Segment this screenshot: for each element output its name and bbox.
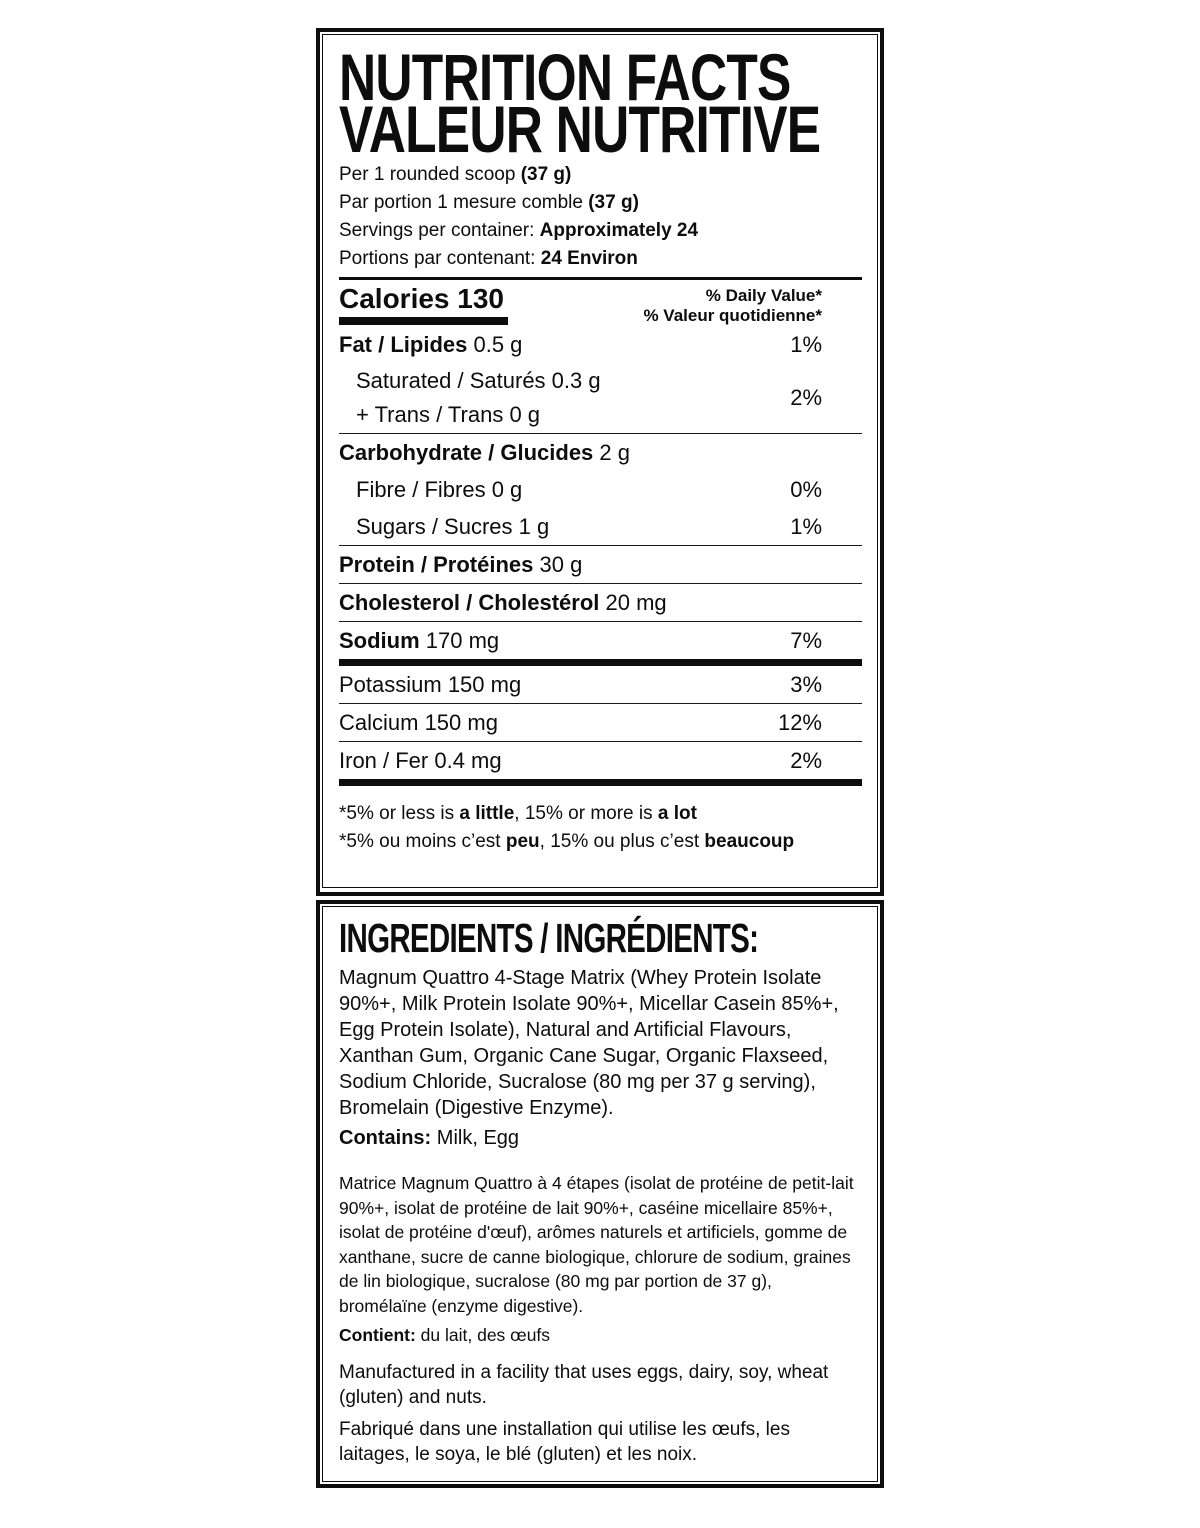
nutrient-row-sugars: Sugars / Sucres 1 g 1% [339,508,862,545]
nutrient-row-protein: Protein / Protéines 30 g [339,551,583,577]
trans-line: + Trans / Trans 0 g [356,402,541,427]
label-column [316,28,884,1488]
nutrient-row-carbohydrate: Carbohydrate / Glucides 2 g [339,439,630,465]
daily-value-footnote [339,800,862,856]
calories-row [339,280,862,326]
nutrient-row-potassium: Potassium 150 mg 3% [339,666,862,703]
calcium-daily-value: 12% [777,709,822,735]
nutrient-row-fat: Fat / Lipides 0.5 g 1% [339,326,862,363]
nutrient-row-cholesterol: Cholesterol / Cholestérol 20 mg [339,589,667,615]
title-line-fr [339,92,862,166]
serving-line-en: Per 1 rounded scoop (37 g) [339,164,572,185]
nutrition-facts-panel [316,28,884,896]
saturated-trans-daily-value: 2% [790,385,822,410]
nutrient-row-sodium: Sodium 170 mg 7% [339,622,862,659]
ingredients-panel [316,900,884,1488]
title-text-fr: VALEUR NUTRITIVE [339,92,821,166]
thick-rule [339,779,862,786]
serving-info [339,161,862,273]
nutrient-row-fibre: Fibre / Fibres 0 g 0% [339,471,862,508]
ingredients-text-en: Magnum Quattro 4-Stage Matrix (Whey Protein Isolate 90%+, Milk Protein Isolate 90%+, Micellar Casein 85%+, Egg Protein Isolate), Natural and Artificial Flavours, Xanthan Gum, Organic Cane Sugar, Organic Flaxseed, Sodium Chloride, Sucralose (80 mg per 37 g serving), Bromelain (Digestive Enzyme). [339,967,839,1119]
nutrient-row-saturated-trans [339,363,862,433]
ingredients-heading: INGREDIENTS / INGRÉDIENTS: [339,915,759,961]
footnote-fr: *5% ou moins c’est peu, 15% ou plus c’est beaucoup [339,831,795,852]
servings-per-container-en: Servings per container: Approximately 24 [339,220,699,241]
facility-statement-en: Manufactured in a facility that uses eggs, dairy, soy, wheat (gluten) and nuts. [339,1361,829,1408]
serving-line-fr: Par portion 1 mesure comble (37 g) [339,192,639,213]
nutrient-row-calcium: Calcium 150 mg 12% [339,704,862,741]
daily-value-header [643,284,862,326]
ingredients-text-fr: Matrice Magnum Quattro à 4 étapes (isolat de protéine de petit-lait 90%+, isolat de protéine de lait 90%+, caséine micellaire 85%+, isolat de protéine d'œuf), arômes naturels et artificiels, gomme de xanthane, sucre de canne biologique, chlorure de sodium, graines de lin biologique, sucralose (80 mg par portion de 37 g), bromélaïne (enzyme digestive). [339,1173,854,1316]
title-text-en: NUTRITION FACTS [339,40,791,114]
daily-value-header-en: % Daily Value* [705,286,822,305]
nutrient-row-iron: Iron / Fer 0.4 mg 2% [339,742,862,779]
potassium-daily-value: 3% [790,671,822,697]
sodium-daily-value: 7% [790,627,822,653]
thick-rule [339,659,862,666]
ingredients-panel-inner [322,906,878,1482]
saturated-line: Saturated / Saturés 0.3 g [356,368,601,393]
fibre-daily-value: 0% [790,476,822,502]
iron-daily-value: 2% [790,747,822,773]
nutrition-facts-panel-inner [322,34,878,888]
contains-statement-fr: Contient: du lait, des œufs [339,1325,551,1345]
footnote-en: *5% or less is a little, 15% or more is a lot [339,803,697,824]
daily-value-header-fr: % Valeur quotidienne* [643,306,822,325]
panel-title [339,40,862,166]
contains-statement-en: Contains: Milk, Egg [339,1127,520,1149]
facility-statement-fr: Fabriqué dans une installation qui utilise les œufs, les laitages, le soya, le blé (gluten) et les noix. [339,1418,790,1465]
fat-daily-value: 1% [790,331,822,357]
sugars-daily-value: 1% [790,513,822,539]
servings-per-container-fr: Portions par contenant: 24 Environ [339,248,638,269]
calories-value: Calories 130 [339,284,508,325]
